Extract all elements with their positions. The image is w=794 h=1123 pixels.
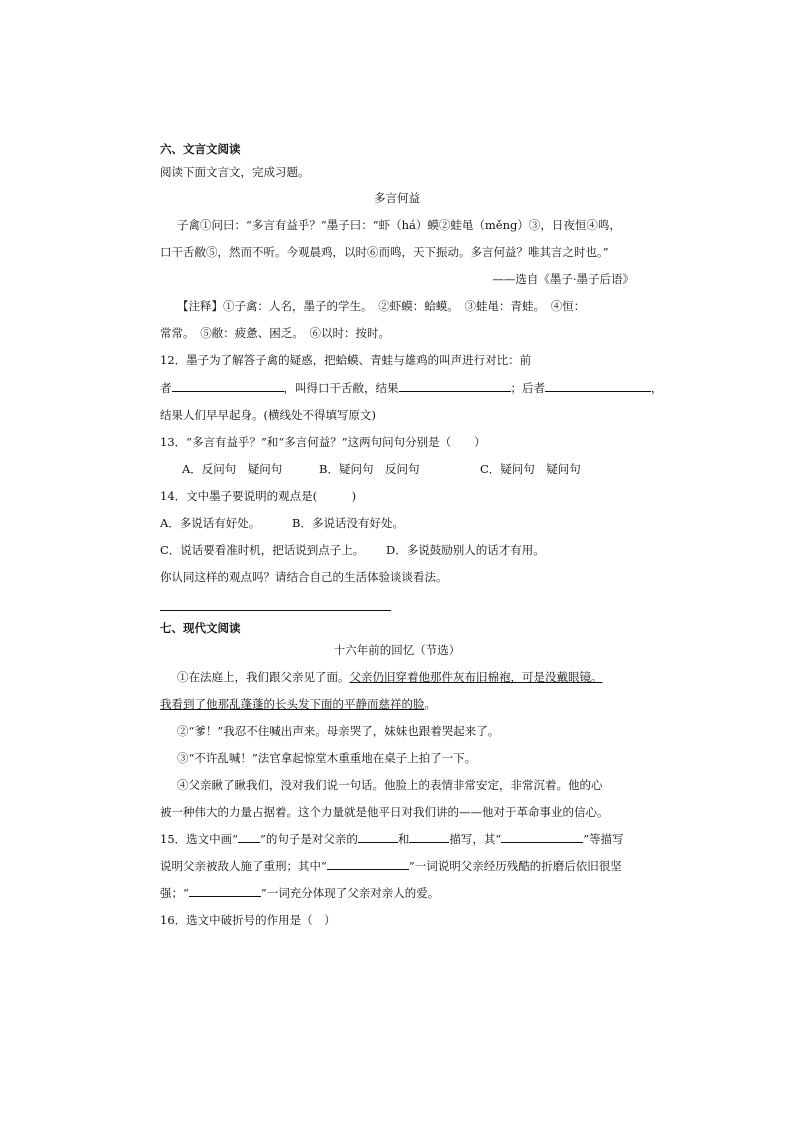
s7-para1-end: 。 (424, 697, 436, 711)
q12-part-2: ，叫得口干舌敝，结果 (283, 381, 399, 395)
q13-option-b[interactable]: B．疑问句 反问句 (319, 462, 420, 476)
s7-para1-line2 (160, 696, 436, 712)
q12-blank-1[interactable] (172, 380, 284, 392)
q12-blank-3[interactable] (545, 380, 651, 392)
s7-para4-line1: ④父亲瞅了瞅我们，没对我们说一句话。他脸上的表情非常安定，非常沉着。他的心 (177, 778, 603, 792)
notes-line-2: 常常。 ⑤敝：疲惫、困乏。 ⑥以时：按时。 (160, 326, 390, 340)
passage-line-1: 子禽①问曰：“多言有益乎？”墨子曰：“虾（há）蟆②蛙黾（měng）③，日夜恒④鸣， (177, 218, 621, 232)
notes-line-1: 【注释】①子禽：人名，墨子的学生。 ②虾蟆：蛤蟆。 ③蛙黾：青蛙。 ④恒： (177, 299, 586, 313)
q14-option-c[interactable]: C．说话要看准时机，把话说到点子上。 (160, 543, 365, 557)
q15-blank-1[interactable] (238, 831, 260, 843)
section6-instruction: 阅读下面文言文，完成习题。 (160, 165, 310, 179)
q15-line-3 (160, 885, 439, 901)
q15-text-7: ”一词说明父亲经历残酷的折磨后依旧很坚 (408, 859, 622, 873)
q12-part-4: ， (651, 381, 663, 395)
q13-options (182, 461, 581, 477)
q15-blank-5[interactable] (327, 858, 409, 870)
q12-part-3: ；后者 (510, 381, 545, 395)
q15-text-1: 15．选文中画“ (160, 832, 239, 846)
q15-text-6: 说明父亲被敌人施了重刑；其中“ (160, 859, 327, 873)
q15-line-1 (160, 831, 624, 847)
q12-blank-2[interactable] (399, 380, 511, 392)
s7-para2: ②“爹！”我忍不住喊出声来。母亲哭了，妹妹也跟着哭起来了。 (177, 724, 500, 738)
s7-para1-underlined-2: 我看到了他那乱蓬蓬的长头发下面的平静而慈祥的脸 (160, 697, 425, 711)
q15-blank-4[interactable] (501, 831, 583, 843)
passage-source: ——选自《墨子·墨子后语》 (492, 272, 634, 286)
q15-blank-2[interactable] (358, 831, 398, 843)
q14-options-cd (160, 542, 545, 558)
q15-text-4: 描写，其“ (449, 832, 502, 846)
q15-text-9: ”一词充分体现了父亲对亲人的爱。 (260, 886, 440, 900)
answer-line[interactable] (160, 610, 391, 611)
q14-options-ab (160, 515, 404, 531)
q14-option-b[interactable]: B．多说话没有好处。 (292, 516, 404, 530)
q12-line-2 (160, 380, 663, 396)
q12-line-3: 结果人们早早起身。(横线处不得填写原文) (160, 408, 376, 422)
q13-stem: 13．“多言有益乎？”和“多言何益？”这两句问句分别是（ ） (160, 435, 486, 449)
q14-follow-up: 你认同这样的观点吗？请结合自己的生活体验谈谈看法。 (160, 570, 448, 584)
q14-option-d[interactable]: D．多说鼓励别人的话才有用。 (386, 543, 545, 557)
q14-option-a[interactable]: A．多说话有好处。 (160, 516, 261, 530)
s7-para1-plain: ①在法庭上，我们跟父亲见了面。 (177, 670, 350, 684)
passage-title: 多言何益 (374, 191, 420, 205)
section7-title: 十六年前的回忆（节选） (333, 643, 461, 657)
s7-para4-line2: 被一种伟大的力量占据着。这个力量就是他平日对我们讲的——他对于革命事业的信心。 (160, 805, 609, 819)
q16-stem: 16．选文中破折号的作用是（ ） (160, 913, 336, 927)
q15-text-8: 强；“ (160, 886, 189, 900)
q15-text-2: ”的句子是对父亲的 (260, 832, 358, 846)
section6-heading: 六、文言文阅读 (160, 142, 241, 156)
q15-text-5: ”等描写 (583, 832, 624, 846)
q12-part-1: 者 (160, 381, 172, 395)
q15-text-3: 和 (397, 832, 410, 846)
q15-line-2 (160, 858, 622, 874)
q15-blank-3[interactable] (409, 831, 449, 843)
q15-blank-6[interactable] (189, 885, 261, 897)
section7-heading: 七、现代文阅读 (160, 621, 241, 635)
q13-option-c[interactable]: C．疑问句 疑问句 (480, 462, 581, 476)
q13-option-a[interactable]: A．反问句 疑问句 (182, 462, 283, 476)
q12-line-1: 12．墨子为了解答子禽的疑惑，把蛤蟆、青蛙与雄鸡的叫声进行对比：前 (160, 353, 532, 367)
s7-para3: ③“不许乱喊！”法官拿起惊堂木重重地在桌子上拍了一下。 (177, 751, 477, 765)
s7-para1-line1 (177, 669, 603, 685)
s7-para1-underlined: 父亲仍旧穿着他那件灰布旧棉袍，可是没戴眼镜。 (349, 670, 603, 684)
passage-line-2: 口干舌敝⑤，然而不听。今观晨鸡，以时⑥而鸣，天下振动。多言何益？唯其言之时也。” (160, 245, 609, 259)
q14-stem: 14．文中墨子要说明的观点是( ) (160, 489, 357, 503)
